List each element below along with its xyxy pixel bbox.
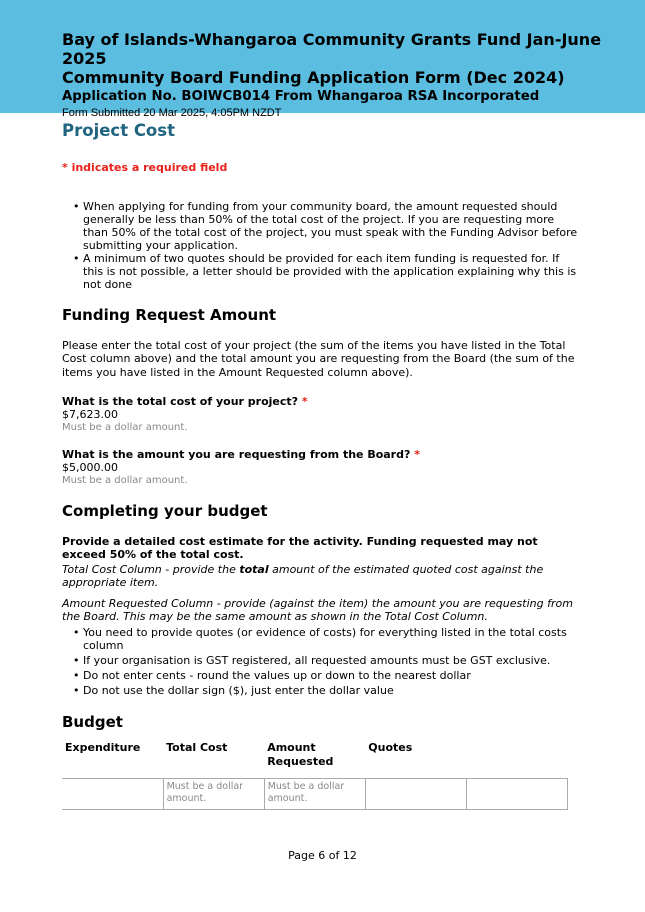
total-cost-value: $7,623.00 <box>62 407 118 421</box>
list-item: • You need to provide quotes (or evidence of costs) for everything listed in the total costs column <box>78 626 582 652</box>
column-header-blank <box>466 738 567 779</box>
funding-request-heading: Funding Request Amount <box>62 306 277 324</box>
section-title-project-cost: Project Cost <box>62 121 175 140</box>
amount-requested-cell: Must be a dollar amount. <box>264 779 365 810</box>
list-item: • Do not enter cents - round the values up or down to the nearest dollar <box>78 669 582 682</box>
project-cost-guidelines <box>78 200 582 291</box>
amount-requested-value: $5,000.00 <box>62 460 118 474</box>
column-header-quotes: Quotes <box>368 741 413 754</box>
budget-table <box>62 738 568 810</box>
submitted-timestamp: Form Submitted 20 Mar 2025, 4:05PM NZDT <box>62 107 282 119</box>
completing-budget-heading: Completing your budget <box>62 501 268 520</box>
form-header <box>0 0 645 119</box>
page-content <box>62 121 582 731</box>
column-header-amount-requested: Amount Requested <box>267 741 334 768</box>
form-title: Bay of Islands-Whangaroa Community Grants Fund Jan-June 2025 <box>62 30 602 68</box>
list-item: • Do not use the dollar sign ($), just enter the dollar value <box>78 684 582 697</box>
extra-cell <box>466 779 567 810</box>
table-row <box>62 779 568 810</box>
column-header-total-cost: Total Cost <box>166 741 228 754</box>
budget-instruction-bold: Provide a detailed cost estimate for the activity. Funding requested may not exceed 50% of the total cost. <box>62 534 538 561</box>
required-star: * <box>301 394 308 408</box>
question-label: What is the amount you are requesting from the Board? * <box>62 447 420 461</box>
application-number: Application No. BOIWCB014 From Whangaroa RSA Incorporated <box>62 89 540 104</box>
required-star: * <box>414 447 420 461</box>
budget-rules <box>78 626 582 697</box>
amount-requested-instruction: Amount Requested Column - provide (against the item) the amount you are requesting from the Board. This may be the same amount as shown in the Total Cost Column. <box>62 596 573 624</box>
list-item: • When applying for funding from your community board, the amount requested should generally be less than 50% of the total cost of the project. If you are requesting more than 50% of the total cost of the project, you must speak with the Funding Advisor before submitting your application. <box>78 200 582 252</box>
quotes-cell <box>365 779 466 810</box>
field-hint: Must be a dollar amount. <box>62 474 188 486</box>
list-item: • A minimum of two quotes should be provided for each item funding is requested for. If this is not possible, a letter should be provided with the application explaining why this is not done <box>78 252 582 291</box>
expenditure-cell <box>62 779 163 810</box>
list-item: • If your organisation is GST registered, all requested amounts must be GST exclusive. <box>78 654 582 667</box>
budget-heading: Budget <box>62 712 123 731</box>
total-cost-instruction: Total Cost Column - provide the total amount of the estimated quoted cost against the appropriate item. <box>62 562 544 590</box>
funding-request-intro: Please enter the total cost of your project (the sum of the items you have listed in the Total Cost column above) and the total amount you are requesting from the Board (the sum of the items you have listed in the Amount Requested column above). <box>62 339 575 379</box>
question-total-cost <box>62 395 582 434</box>
required-field-note: * indicates a required field <box>62 161 228 174</box>
column-header-expenditure: Expenditure <box>65 741 141 754</box>
table-header-row <box>62 738 568 779</box>
form-subtitle: Community Board Funding Application Form (Dec 2024) <box>62 68 565 87</box>
question-amount-requested <box>62 448 582 487</box>
page-number: Page 6 of 12 <box>288 849 357 862</box>
question-label: What is the total cost of your project? * <box>62 394 308 408</box>
total-cost-cell: Must be a dollar amount. <box>163 779 264 810</box>
field-hint: Must be a dollar amount. <box>62 421 188 433</box>
